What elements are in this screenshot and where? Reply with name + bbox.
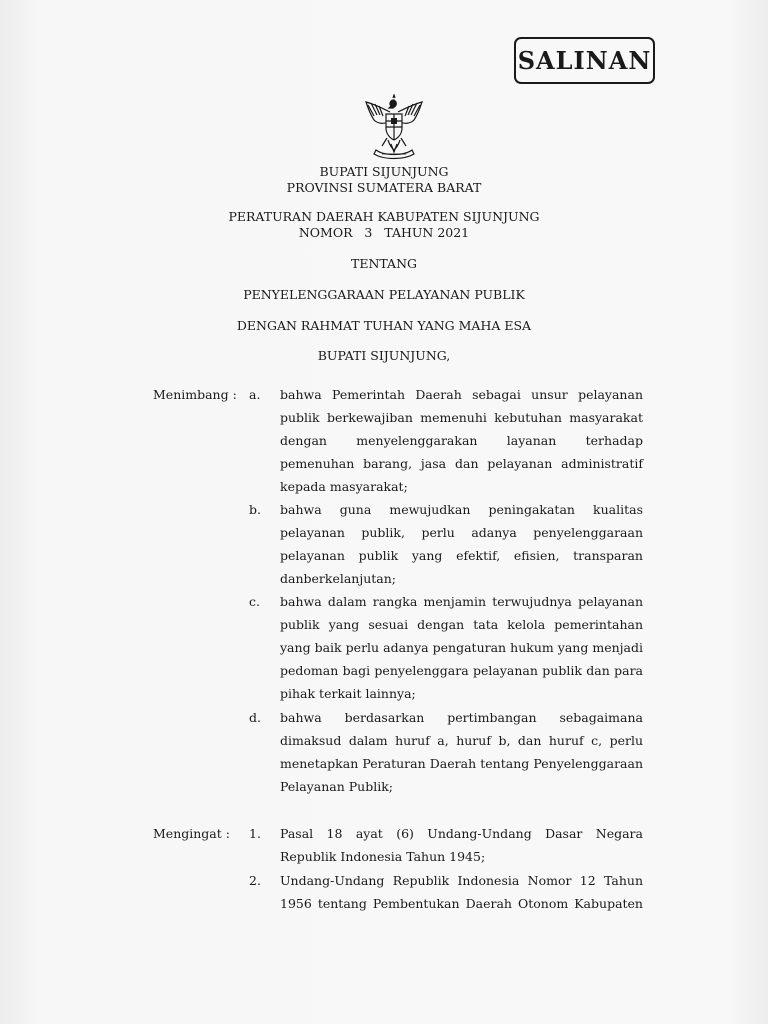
issuer-line-1: BUPATI SIJUNJUNG: [319, 164, 449, 179]
list-item: bahwa Pemerintah Daerah sebagai unsur pelayanan publik berkewajiban memenuhi kebutuhan masyarakat dengan menyelenggarakan layanan terhadap pemenuhan barang, jasa dan pelayanan administratif kepada masyarakat;: [280, 387, 643, 494]
regulation-subject: PENYELENGGARAAN PELAYANAN PUBLIK: [243, 287, 525, 302]
menimbang-label: Menimbang :: [153, 387, 237, 402]
list-item-marker: 2.: [249, 873, 261, 888]
list-item-marker: d.: [249, 710, 261, 725]
mengingat-label: Mengingat :: [153, 826, 230, 841]
list-item-marker: a.: [249, 387, 261, 402]
garuda-emblem-icon: [360, 94, 428, 162]
list-item: bahwa berdasarkan pertimbangan sebagaimana dimaksud dalam huruf a, huruf b, dan huruf c, perlu menetapkan Peraturan Daerah tentang Penyelenggaraan Pelayanan Publik;: [280, 710, 643, 794]
list-item-marker: c.: [249, 594, 260, 609]
list-item: bahwa guna mewujudkan peningakatan kualitas pelayanan publik, perlu adanya penyelenggaraan pelayanan publik yang efektif, efisien, transparan danberkelanjutan;: [280, 502, 643, 586]
list-item-marker: b.: [249, 502, 261, 517]
list-item-marker: 1.: [249, 826, 261, 841]
issuer-line-2: PROVINSI SUMATERA BARAT: [286, 180, 482, 195]
list-item: Pasal 18 ayat (6) Undang-Undang Dasar Negara Republik Indonesia Tahun 1945;: [280, 826, 643, 864]
salinan-stamp: SALINAN: [514, 37, 655, 84]
blessing-line: DENGAN RAHMAT TUHAN YANG MAHA ESA: [236, 318, 532, 333]
list-item: bahwa dalam rangka menjamin terwujudnya pelayanan publik yang sesuai dengan tata kelola pemerintahan yang baik perlu adanya pengaturan hukum yang menjadi pedoman bagi penyelenggara pelayanan publik dan para pihak terkait lainnya;: [280, 594, 643, 701]
issuer-signoff: BUPATI SIJUNJUNG,: [317, 348, 451, 363]
regulation-number: NOMOR 3 TAHUN 2021: [298, 225, 470, 240]
list-item: Undang-Undang Republik Indonesia Nomor 12 Tahun 1956 tentang Pembentukan Daerah Otonom Kabupaten: [280, 873, 643, 911]
regulation-title: PERATURAN DAERAH KABUPATEN SIJUNJUNG: [228, 209, 540, 224]
about-heading: TENTANG: [350, 256, 417, 271]
